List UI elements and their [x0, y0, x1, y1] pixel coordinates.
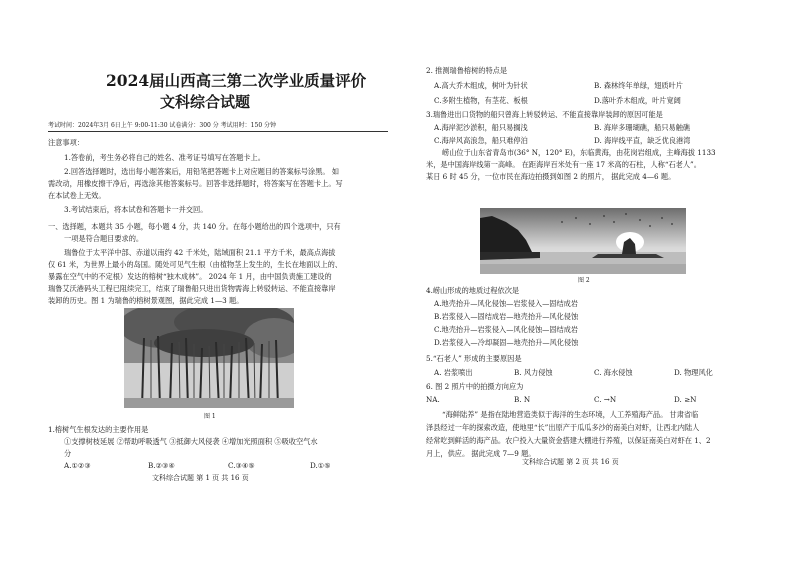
choice-c: C.③④⑤: [228, 461, 255, 470]
banyan-tree-photo: [124, 308, 294, 408]
choice-b: B. 风力侵蚀: [514, 368, 553, 377]
left-column: [48, 0, 390, 561]
choice-c: C.地壳抬升—岩浆侵入—风化侵蚀—固结成岩: [434, 325, 579, 334]
passage-line: 米，是中国海岸线第一高峰。 在距海岸百米处有一座 17 米高的石柱，人称“石老人”。: [426, 160, 701, 169]
passage-line: 某日 6 时 45 分，一位市民在海边拍摄到如图 2 的照片， 据此完成 4—6 题。: [426, 172, 676, 181]
passage-line: 仅 61 米，为世界上最小的岛国。随处可见气生根（由植物茎上发生的，生长在地面以上的、: [48, 260, 343, 269]
exam-title: 2024届山西高三第二次学业质量评价: [106, 71, 367, 90]
seaside-rock-photo: [480, 208, 686, 274]
passage-line: 瑞鲁艾沃港码头工程已阻续完工，结束了瑞鲁船只进出货物需海上转驳转运、不能直接靠岸: [48, 284, 336, 293]
choice-b: B. 森林终年单绿，翅质叶片: [594, 81, 683, 90]
choice-b: B.②③④: [148, 461, 175, 470]
choice-c: C. →N: [594, 395, 617, 404]
passage-line: 瑞鲁位于太平洋中部、赤道以南约 42 千米处，陆域面积 21.1 平方千米，最高点海拔: [64, 248, 336, 257]
choice-d: D. 物理风化: [674, 368, 713, 377]
page-footer: 文科综合试题 第 1 页 共 16 页: [152, 474, 249, 482]
choice-b: B.岩浆侵入—固结成岩—地壳抬升—风化侵蚀: [434, 312, 579, 321]
question-5: 5.“石老人” 形成的主要原因是: [426, 354, 522, 363]
choice-b: B. 海岸多珊瑚礁，船只易触礁: [594, 123, 691, 132]
exam-info: 考试时间：2024年3月 6日上午 9:00-11:30 试卷满分：300 分 考试用时：150 分钟: [48, 122, 277, 129]
choice-d: D. 海岸线平直，缺乏优良港湾: [594, 136, 691, 145]
passage-line: 暴露在空气中的不定根）发达的榕树“独木成林”。 2024 年 1 月，由中国负责施工建设的: [48, 272, 332, 281]
choice-d: D.落叶乔木组成，叶片宽阔: [594, 96, 681, 105]
choice-a: A. 岩浆喷出: [434, 368, 473, 377]
figure-1-caption: 图 1: [204, 413, 216, 420]
passage-line: 泽县经过一年的探索改造，使地里“长”出原产于瓜瓜多沙的南美白对虾，让西北内陆人: [426, 423, 700, 432]
section-instruction: 一项是符合题目要求的。: [64, 234, 144, 243]
question-6: 6. 图 2 照片中的拍摄方向应为: [426, 382, 524, 391]
notice-line: 2.回答选择题时，选出每小题答案后，用铅笔把答题卡上对应题目的答案标号涂黑。 如: [64, 167, 340, 176]
notice-heading: 注意事项：: [48, 138, 84, 147]
passage-line: 经常吃到鲜活的海产品。农户投入大量资金搭建大棚进行养殖，以保证南美白对虾在 1、2: [426, 436, 711, 445]
choice-a: A.高大乔木组成，树叶为针状: [434, 81, 528, 90]
passage-line: 崂山位于山东省青岛市(36° N，120° E)，东临黄海，由花岗岩组成，主峰海拔 1133: [442, 148, 716, 157]
question-1: 1.榕树气生根发达的主要作用是: [48, 425, 149, 434]
passage-line: 装卸的历史。图 1 为瑞鲁的榕树景观图，据此完成 1—3 题。: [48, 296, 244, 305]
figure-2-caption: 图 2: [578, 277, 590, 284]
choice-a: A.地壳抬升—风化侵蚀—岩浆侵入—固结成岩: [434, 299, 579, 308]
choice-a: A.海岸泥沙淤积，船只易搁浅: [434, 123, 528, 132]
choice-d: D. ≥N: [674, 395, 697, 404]
choice-a: NA.: [426, 395, 440, 404]
choice-d: D.①⑤: [310, 461, 331, 470]
choice-c: C.多附生植物，有茎花、板根: [434, 96, 528, 105]
passage-line: 月上，供应。 据此完成 7—9 题。: [426, 449, 536, 458]
notice-line: 在本试卷上无效。: [48, 191, 106, 200]
notice-line: 需改动，用橡皮擦干净后，再选涂其他答案标号。回答非选择题时，将答案写在答题卡上。写: [48, 179, 343, 188]
choice-b: B. N: [514, 395, 531, 404]
right-column: [418, 0, 762, 561]
question-3: 3.瑞鲁进出口货物的船只曾海上转驳转运、不能直接靠岸装卸的原因可能是: [426, 110, 663, 119]
passage-line: “海鲜陆养” 是指在陆地营造类似于海洋的生态环境，人工养殖海产品。 甘肃省临: [442, 410, 699, 419]
choice-c: C.海岸风高浪急，船只难停泊: [434, 136, 528, 145]
question-1-options: 分: [64, 449, 72, 458]
choice-c: C. 海水侵蚀: [594, 368, 633, 377]
page-footer: 文科综合试题 第 2 页 共 16 页: [522, 458, 619, 466]
question-4: 4.崂山形成的地质过程依次是: [426, 286, 520, 295]
question-1-options: ①支撑树枝延展 ②帮助呼吸透气 ③抵御大风侵袭 ④增加光照面积 ⑤吸收空气水: [64, 437, 318, 446]
header-divider: [48, 131, 388, 132]
section-instruction: 一、选择题，本题共 35 小题，每小题 4 分，共 140 分。在每小题给出的四个选项中，只有: [48, 222, 341, 231]
notice-line: 1.答卷前，考生务必将自己的姓名、准考证号填写在答题卡上。: [64, 153, 265, 162]
notice-line: 3.考试结束后，将本试卷和答题卡一并交回。: [64, 205, 208, 214]
question-2: 2. 推测瑞鲁榕树的特点是: [426, 66, 508, 75]
choice-d: D.岩浆侵入—冷却凝固—地壳抬升—风化侵蚀: [434, 338, 579, 347]
exam-subtitle: 文科综合试题: [160, 93, 251, 111]
choice-a: A.①②③: [64, 461, 91, 470]
